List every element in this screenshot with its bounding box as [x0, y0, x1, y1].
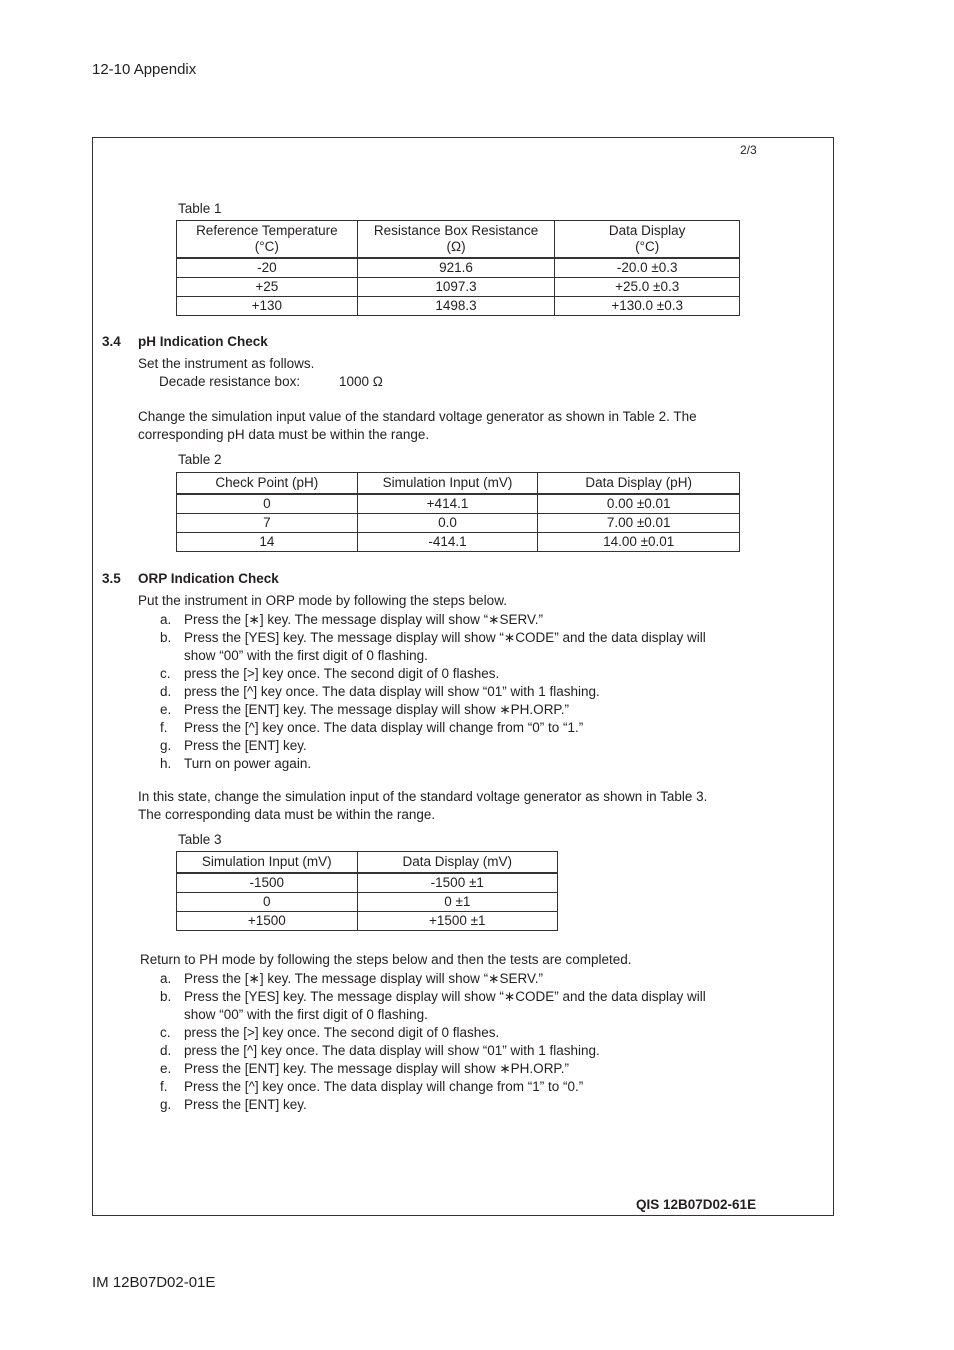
table3-caption: Table 3	[178, 832, 222, 847]
table-row	[177, 533, 740, 552]
list-item: d. press the [^] key once. The data display will show “01” with 1 flashing.	[160, 1043, 600, 1058]
table-row	[177, 873, 558, 893]
table3-header-cell: Simulation Input (mV)	[177, 852, 358, 874]
table-cell: 1498.3	[357, 297, 555, 316]
table-cell: 14	[177, 533, 358, 552]
table-row	[177, 494, 740, 514]
section-3-4-number: 3.4	[102, 334, 121, 349]
table-cell: +130	[177, 297, 358, 316]
table3-header-cell: Data Display (mV)	[357, 852, 557, 874]
table-row	[177, 258, 740, 278]
list-item: c. press the [>] key once. The second digit of 0 flashes.	[160, 1025, 500, 1040]
list-item: e. Press the [ENT] key. The message display will show ∗PH.ORP.”	[160, 702, 569, 717]
table-row	[177, 297, 740, 316]
table-row	[177, 514, 740, 533]
table-cell: +414.1	[357, 494, 538, 514]
list-item: f. Press the [^] key once. The data display will change from “1” to “0.”	[160, 1079, 584, 1094]
table-row	[177, 893, 558, 912]
table1-header-cell: Resistance Box Resistance (Ω)	[357, 221, 555, 259]
page-number: 2/3	[740, 143, 757, 157]
table1-caption: Table 1	[178, 201, 222, 216]
page-footer: IM 12B07D02-01E	[92, 1274, 216, 1291]
table-row	[177, 912, 558, 931]
section-3-5-intro: Put the instrument in ORP mode by following the steps below.	[138, 593, 507, 608]
list-item: b. Press the [YES] key. The message display will show “∗CODE” and the data display will show “00” with the first digit of 0 flashing.	[160, 989, 706, 1022]
list-item: g. Press the [ENT] key.	[160, 738, 307, 753]
list-item: f. Press the [^] key once. The data display will change from “0” to “1.”	[160, 720, 584, 735]
table-cell: -20	[177, 258, 358, 278]
table-cell: 1097.3	[357, 278, 555, 297]
section-3-5-para-line1: In this state, change the simulation input of the standard voltage generator as shown in Table 3.	[138, 789, 708, 804]
page-header: 12-10 Appendix	[92, 61, 197, 78]
table-cell: 0	[177, 494, 358, 514]
qis-code: QIS 12B07D02-61E	[636, 1197, 757, 1212]
table2-header-row	[177, 473, 740, 495]
table-cell: -1500 ±1	[357, 873, 557, 893]
return-intro: Return to PH mode by following the steps below and then the tests are completed.	[140, 952, 632, 967]
table-cell: -20.0 ±0.3	[555, 258, 740, 278]
section-3-5-number: 3.5	[102, 571, 121, 586]
table2-header-cell: Simulation Input (mV)	[357, 473, 538, 495]
orp-steps-list	[138, 611, 706, 773]
section-3-4-line1: Set the instrument as follows.	[138, 356, 315, 371]
table-cell: 0.0	[357, 514, 538, 533]
resistance-value: 1000 Ω	[339, 374, 383, 389]
table1-header-row	[177, 221, 740, 259]
resistance-label: Decade resistance box:	[159, 374, 301, 389]
table1-header-cell: Data Display (°C)	[555, 221, 740, 259]
list-item: c. press the [>] key once. The second digit of 0 flashes.	[160, 666, 500, 681]
table2-caption: Table 2	[178, 452, 222, 467]
table-cell: +25.0 ±0.3	[555, 278, 740, 297]
table1-header-cell: Reference Temperature (°C)	[177, 221, 358, 259]
list-item: e. Press the [ENT] key. The message display will show ∗PH.ORP.”	[160, 1061, 569, 1076]
list-item: b. Press the [YES] key. The message display will show “∗CODE” and the data display will show “00” with the first digit of 0 flashing.	[160, 630, 706, 663]
table-cell: 921.6	[357, 258, 555, 278]
table-cell: -1500	[177, 873, 358, 893]
table-cell: 7.00 ±0.01	[538, 514, 740, 533]
table-cell: 0.00 ±0.01	[538, 494, 740, 514]
table3	[176, 851, 558, 931]
table2-header-cell: Data Display (pH)	[538, 473, 740, 495]
table-cell: +130.0 ±0.3	[555, 297, 740, 316]
table2-header-cell: Check Point (pH)	[177, 473, 358, 495]
table-cell: +25	[177, 278, 358, 297]
table-cell: 0 ±1	[357, 893, 557, 912]
list-item: a. Press the [∗] key. The message display will show “∗SERV.”	[160, 971, 544, 986]
section-3-5-title: ORP Indication Check	[138, 571, 279, 586]
table-row	[177, 278, 740, 297]
table1	[176, 220, 740, 316]
table-cell: -414.1	[357, 533, 538, 552]
section-3-5-para-line2: The corresponding data must be within the range.	[138, 807, 436, 822]
section-3-4-title: pH Indication Check	[138, 334, 268, 349]
table3-header-row	[177, 852, 558, 874]
table-cell: 7	[177, 514, 358, 533]
list-item: d. press the [^] key once. The data display will show “01” with 1 flashing.	[160, 684, 600, 699]
table2	[176, 472, 740, 552]
table-cell: 14.00 ±0.01	[538, 533, 740, 552]
table-cell: +1500	[177, 912, 358, 931]
list-item: a. Press the [∗] key. The message display will show “∗SERV.”	[160, 612, 544, 627]
return-steps-list	[138, 970, 706, 1114]
table-cell: +1500 ±1	[357, 912, 557, 931]
list-item: g. Press the [ENT] key.	[160, 1097, 307, 1112]
table-cell: 0	[177, 893, 358, 912]
list-item: h. Turn on power again.	[160, 756, 312, 771]
section-3-4-para-line1: Change the simulation input value of the standard voltage generator as shown in Table 2. The	[138, 409, 697, 424]
section-3-4-para-line2: corresponding pH data must be within the range.	[138, 427, 430, 442]
